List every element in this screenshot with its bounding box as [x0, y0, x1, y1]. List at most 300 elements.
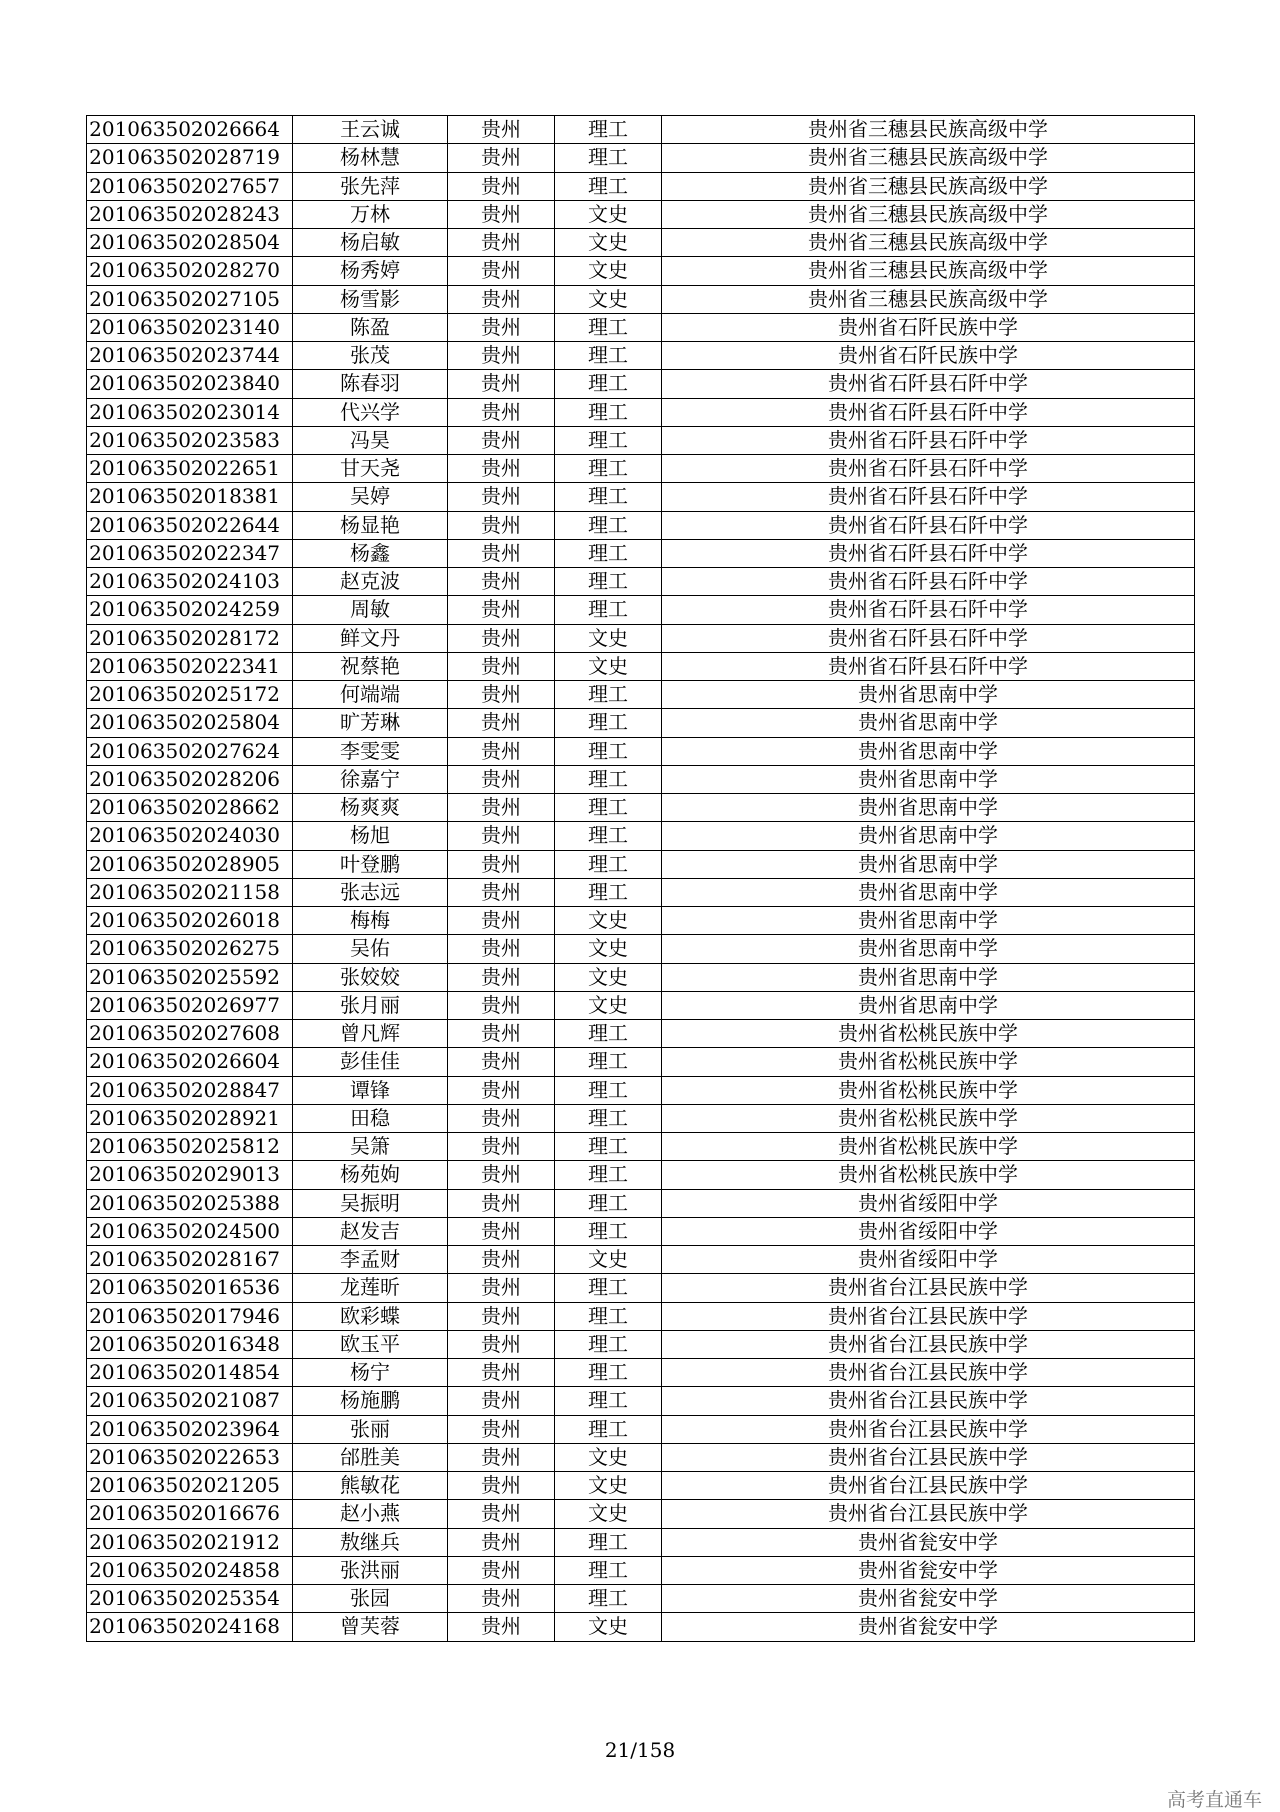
- school-cell: 贵州省绥阳中学: [662, 1189, 1195, 1217]
- province-cell: 贵州: [448, 1472, 555, 1500]
- school-cell: 贵州省台江县民族中学: [662, 1500, 1195, 1528]
- province-cell: 贵州: [448, 794, 555, 822]
- student-name-cell: 梅梅: [293, 907, 448, 935]
- subject-track-cell: 文史: [555, 963, 662, 991]
- school-cell: 贵州省台江县民族中学: [662, 1330, 1195, 1358]
- exam-id-cell: 201063502026977: [87, 991, 293, 1019]
- subject-track-cell: 文史: [555, 652, 662, 680]
- school-cell: 贵州省三穗县民族高级中学: [662, 200, 1195, 228]
- province-cell: 贵州: [448, 1387, 555, 1415]
- student-name-cell: 张志远: [293, 878, 448, 906]
- province-cell: 贵州: [448, 539, 555, 567]
- table-row: [87, 455, 1195, 483]
- school-cell: 贵州省三穗县民族高级中学: [662, 285, 1195, 313]
- student-name-cell: 陈盈: [293, 313, 448, 341]
- school-cell: 贵州省石阡县石阡中学: [662, 426, 1195, 454]
- exam-id-cell: 201063502027624: [87, 737, 293, 765]
- exam-id-cell: 201063502021158: [87, 878, 293, 906]
- table-row: [87, 1076, 1195, 1104]
- school-cell: 贵州省思南中学: [662, 850, 1195, 878]
- table-row: [87, 1415, 1195, 1443]
- school-cell: 贵州省思南中学: [662, 907, 1195, 935]
- subject-track-cell: 理工: [555, 737, 662, 765]
- subject-track-cell: 理工: [555, 539, 662, 567]
- exam-id-cell: 201063502018381: [87, 483, 293, 511]
- table-row: [87, 172, 1195, 200]
- table-row: [87, 1246, 1195, 1274]
- table-row: [87, 1613, 1195, 1641]
- province-cell: 贵州: [448, 144, 555, 172]
- exam-id-cell: 201063502023140: [87, 313, 293, 341]
- subject-track-cell: 理工: [555, 455, 662, 483]
- subject-track-cell: 文史: [555, 1500, 662, 1528]
- student-name-cell: 张丽: [293, 1415, 448, 1443]
- table-row: [87, 850, 1195, 878]
- student-name-cell: 杨秀婷: [293, 257, 448, 285]
- exam-id-cell: 201063502028719: [87, 144, 293, 172]
- exam-id-cell: 201063502028243: [87, 200, 293, 228]
- school-cell: 贵州省三穗县民族高级中学: [662, 257, 1195, 285]
- table-row: [87, 709, 1195, 737]
- exam-id-cell: 201063502026664: [87, 116, 293, 144]
- exam-id-cell: 201063502025172: [87, 681, 293, 709]
- admission-list-table: [86, 115, 1195, 1642]
- exam-id-cell: 201063502025388: [87, 1189, 293, 1217]
- province-cell: 贵州: [448, 709, 555, 737]
- province-cell: 贵州: [448, 455, 555, 483]
- subject-track-cell: 理工: [555, 426, 662, 454]
- subject-track-cell: 文史: [555, 624, 662, 652]
- student-name-cell: 龙莲昕: [293, 1274, 448, 1302]
- province-cell: 贵州: [448, 652, 555, 680]
- subject-track-cell: 文史: [555, 229, 662, 257]
- subject-track-cell: 理工: [555, 1302, 662, 1330]
- province-cell: 贵州: [448, 1359, 555, 1387]
- student-name-cell: 陈春羽: [293, 370, 448, 398]
- school-cell: 贵州省石阡县石阡中学: [662, 652, 1195, 680]
- exam-id-cell: 201063502021087: [87, 1387, 293, 1415]
- subject-track-cell: 文史: [555, 285, 662, 313]
- province-cell: 贵州: [448, 1585, 555, 1613]
- subject-track-cell: 理工: [555, 709, 662, 737]
- exam-id-cell: 201063502022644: [87, 511, 293, 539]
- school-cell: 贵州省思南中学: [662, 963, 1195, 991]
- school-cell: 贵州省思南中学: [662, 681, 1195, 709]
- exam-id-cell: 201063502025812: [87, 1133, 293, 1161]
- province-cell: 贵州: [448, 935, 555, 963]
- school-cell: 贵州省石阡县石阡中学: [662, 511, 1195, 539]
- province-cell: 贵州: [448, 765, 555, 793]
- exam-id-cell: 201063502016676: [87, 1500, 293, 1528]
- province-cell: 贵州: [448, 1613, 555, 1641]
- table-row: [87, 116, 1195, 144]
- subject-track-cell: 理工: [555, 116, 662, 144]
- table-row: [87, 1048, 1195, 1076]
- table-row: [87, 1189, 1195, 1217]
- subject-track-cell: 理工: [555, 1387, 662, 1415]
- exam-id-cell: 201063502028662: [87, 794, 293, 822]
- subject-track-cell: 文史: [555, 1472, 662, 1500]
- subject-track-cell: 文史: [555, 1246, 662, 1274]
- exam-id-cell: 201063502017946: [87, 1302, 293, 1330]
- exam-id-cell: 201063502024103: [87, 568, 293, 596]
- exam-id-cell: 201063502027105: [87, 285, 293, 313]
- student-name-cell: 杨雪影: [293, 285, 448, 313]
- province-cell: 贵州: [448, 285, 555, 313]
- province-cell: 贵州: [448, 1133, 555, 1161]
- province-cell: 贵州: [448, 1556, 555, 1584]
- student-name-cell: 彭佳佳: [293, 1048, 448, 1076]
- subject-track-cell: 理工: [555, 313, 662, 341]
- school-cell: 贵州省绥阳中学: [662, 1246, 1195, 1274]
- subject-track-cell: 理工: [555, 1020, 662, 1048]
- subject-track-cell: 理工: [555, 681, 662, 709]
- exam-id-cell: 201063502022651: [87, 455, 293, 483]
- school-cell: 贵州省石阡民族中学: [662, 313, 1195, 341]
- province-cell: 贵州: [448, 822, 555, 850]
- student-name-cell: 王云诚: [293, 116, 448, 144]
- student-name-cell: 赵小燕: [293, 1500, 448, 1528]
- school-cell: 贵州省思南中学: [662, 935, 1195, 963]
- table-row: [87, 200, 1195, 228]
- table-row: [87, 1387, 1195, 1415]
- table-row: [87, 1500, 1195, 1528]
- student-name-cell: 冯昊: [293, 426, 448, 454]
- province-cell: 贵州: [448, 850, 555, 878]
- subject-track-cell: 理工: [555, 1585, 662, 1613]
- table-row: [87, 765, 1195, 793]
- student-name-cell: 李雯雯: [293, 737, 448, 765]
- school-cell: 贵州省石阡县石阡中学: [662, 483, 1195, 511]
- exam-id-cell: 201063502026275: [87, 935, 293, 963]
- student-name-cell: 曾芙蓉: [293, 1613, 448, 1641]
- school-cell: 贵州省松桃民族中学: [662, 1104, 1195, 1132]
- table-row: [87, 1274, 1195, 1302]
- school-cell: 贵州省三穗县民族高级中学: [662, 144, 1195, 172]
- student-name-cell: 欧彩蝶: [293, 1302, 448, 1330]
- province-cell: 贵州: [448, 1500, 555, 1528]
- province-cell: 贵州: [448, 737, 555, 765]
- province-cell: 贵州: [448, 257, 555, 285]
- subject-track-cell: 理工: [555, 370, 662, 398]
- school-cell: 贵州省思南中学: [662, 794, 1195, 822]
- subject-track-cell: 文史: [555, 907, 662, 935]
- province-cell: 贵州: [448, 1330, 555, 1358]
- admission-list-body: [87, 116, 1195, 1642]
- exam-id-cell: 201063502029013: [87, 1161, 293, 1189]
- watermark-text: 高考直通车: [1166, 1789, 1262, 1811]
- table-row: [87, 1585, 1195, 1613]
- school-cell: 贵州省松桃民族中学: [662, 1076, 1195, 1104]
- school-cell: 贵州省三穗县民族高级中学: [662, 172, 1195, 200]
- student-name-cell: 万林: [293, 200, 448, 228]
- subject-track-cell: 理工: [555, 398, 662, 426]
- school-cell: 贵州省松桃民族中学: [662, 1020, 1195, 1048]
- student-name-cell: 杨爽爽: [293, 794, 448, 822]
- school-cell: 贵州省瓮安中学: [662, 1585, 1195, 1613]
- student-name-cell: 旷芳琳: [293, 709, 448, 737]
- table-row: [87, 313, 1195, 341]
- province-cell: 贵州: [448, 200, 555, 228]
- exam-id-cell: 201063502024168: [87, 1613, 293, 1641]
- student-name-cell: 张月丽: [293, 991, 448, 1019]
- table-row: [87, 1133, 1195, 1161]
- province-cell: 贵州: [448, 1048, 555, 1076]
- table-row: [87, 568, 1195, 596]
- school-cell: 贵州省松桃民族中学: [662, 1161, 1195, 1189]
- province-cell: 贵州: [448, 398, 555, 426]
- subject-track-cell: 理工: [555, 1104, 662, 1132]
- exam-id-cell: 201063502022341: [87, 652, 293, 680]
- school-cell: 贵州省石阡民族中学: [662, 342, 1195, 370]
- school-cell: 贵州省石阡县石阡中学: [662, 596, 1195, 624]
- student-name-cell: 甘天尧: [293, 455, 448, 483]
- subject-track-cell: 理工: [555, 1274, 662, 1302]
- school-cell: 贵州省石阡县石阡中学: [662, 455, 1195, 483]
- student-name-cell: 周敏: [293, 596, 448, 624]
- exam-id-cell: 201063502023014: [87, 398, 293, 426]
- student-name-cell: 吴箫: [293, 1133, 448, 1161]
- province-cell: 贵州: [448, 1161, 555, 1189]
- school-cell: 贵州省三穗县民族高级中学: [662, 229, 1195, 257]
- subject-track-cell: 理工: [555, 1528, 662, 1556]
- table-row: [87, 822, 1195, 850]
- exam-id-cell: 201063502014854: [87, 1359, 293, 1387]
- table-row: [87, 935, 1195, 963]
- table-row: [87, 342, 1195, 370]
- subject-track-cell: 文史: [555, 935, 662, 963]
- school-cell: 贵州省瓮安中学: [662, 1613, 1195, 1641]
- table-row: [87, 539, 1195, 567]
- table-row: [87, 257, 1195, 285]
- subject-track-cell: 理工: [555, 568, 662, 596]
- exam-id-cell: 201063502025354: [87, 1585, 293, 1613]
- subject-track-cell: 理工: [555, 1161, 662, 1189]
- province-cell: 贵州: [448, 1189, 555, 1217]
- student-name-cell: 杨旭: [293, 822, 448, 850]
- exam-id-cell: 201063502022347: [87, 539, 293, 567]
- subject-track-cell: 理工: [555, 1330, 662, 1358]
- subject-track-cell: 理工: [555, 1556, 662, 1584]
- subject-track-cell: 理工: [555, 1359, 662, 1387]
- school-cell: 贵州省台江县民族中学: [662, 1387, 1195, 1415]
- table-row: [87, 794, 1195, 822]
- student-name-cell: 吴佑: [293, 935, 448, 963]
- exam-id-cell: 201063502023964: [87, 1415, 293, 1443]
- table-row: [87, 1528, 1195, 1556]
- exam-id-cell: 201063502027608: [87, 1020, 293, 1048]
- school-cell: 贵州省石阡县石阡中学: [662, 568, 1195, 596]
- school-cell: 贵州省台江县民族中学: [662, 1359, 1195, 1387]
- province-cell: 贵州: [448, 1443, 555, 1471]
- table-row: [87, 624, 1195, 652]
- province-cell: 贵州: [448, 963, 555, 991]
- province-cell: 贵州: [448, 313, 555, 341]
- table-row: [87, 144, 1195, 172]
- student-name-cell: 何端端: [293, 681, 448, 709]
- exam-id-cell: 201063502028167: [87, 1246, 293, 1274]
- province-cell: 贵州: [448, 907, 555, 935]
- province-cell: 贵州: [448, 172, 555, 200]
- province-cell: 贵州: [448, 116, 555, 144]
- table-row: [87, 681, 1195, 709]
- subject-track-cell: 理工: [555, 342, 662, 370]
- subject-track-cell: 理工: [555, 1217, 662, 1245]
- student-name-cell: 熊敏花: [293, 1472, 448, 1500]
- province-cell: 贵州: [448, 1274, 555, 1302]
- page-number: 21/158: [604, 1738, 676, 1762]
- exam-id-cell: 201063502016348: [87, 1330, 293, 1358]
- student-name-cell: 敖继兵: [293, 1528, 448, 1556]
- school-cell: 贵州省松桃民族中学: [662, 1048, 1195, 1076]
- province-cell: 贵州: [448, 1020, 555, 1048]
- exam-id-cell: 201063502025592: [87, 963, 293, 991]
- subject-track-cell: 理工: [555, 822, 662, 850]
- province-cell: 贵州: [448, 426, 555, 454]
- province-cell: 贵州: [448, 568, 555, 596]
- student-name-cell: 张先萍: [293, 172, 448, 200]
- student-name-cell: 叶登鹏: [293, 850, 448, 878]
- exam-id-cell: 201063502028270: [87, 257, 293, 285]
- school-cell: 贵州省台江县民族中学: [662, 1274, 1195, 1302]
- school-cell: 贵州省三穗县民族高级中学: [662, 116, 1195, 144]
- student-name-cell: 欧玉平: [293, 1330, 448, 1358]
- table-row: [87, 907, 1195, 935]
- subject-track-cell: 理工: [555, 172, 662, 200]
- exam-id-cell: 201063502023840: [87, 370, 293, 398]
- table-row: [87, 1330, 1195, 1358]
- student-name-cell: 杨宁: [293, 1359, 448, 1387]
- exam-id-cell: 201063502021912: [87, 1528, 293, 1556]
- student-name-cell: 张洪丽: [293, 1556, 448, 1584]
- province-cell: 贵州: [448, 342, 555, 370]
- province-cell: 贵州: [448, 1104, 555, 1132]
- school-cell: 贵州省瓮安中学: [662, 1556, 1195, 1584]
- table-row: [87, 1020, 1195, 1048]
- table-row: [87, 596, 1195, 624]
- subject-track-cell: 文史: [555, 1443, 662, 1471]
- table-row: [87, 1161, 1195, 1189]
- student-name-cell: 赵发吉: [293, 1217, 448, 1245]
- school-cell: 贵州省石阡县石阡中学: [662, 398, 1195, 426]
- exam-id-cell: 201063502023744: [87, 342, 293, 370]
- exam-id-cell: 201063502027657: [87, 172, 293, 200]
- exam-id-cell: 201063502028921: [87, 1104, 293, 1132]
- student-name-cell: 徐嘉宁: [293, 765, 448, 793]
- table-row: [87, 1217, 1195, 1245]
- school-cell: 贵州省思南中学: [662, 991, 1195, 1019]
- exam-id-cell: 201063502028905: [87, 850, 293, 878]
- subject-track-cell: 理工: [555, 1048, 662, 1076]
- exam-id-cell: 201063502021205: [87, 1472, 293, 1500]
- school-cell: 贵州省瓮安中学: [662, 1528, 1195, 1556]
- exam-id-cell: 201063502026018: [87, 907, 293, 935]
- province-cell: 贵州: [448, 624, 555, 652]
- table-row: [87, 426, 1195, 454]
- subject-track-cell: 文史: [555, 991, 662, 1019]
- province-cell: 贵州: [448, 511, 555, 539]
- province-cell: 贵州: [448, 1217, 555, 1245]
- table-row: [87, 652, 1195, 680]
- table-row: [87, 285, 1195, 313]
- province-cell: 贵州: [448, 1076, 555, 1104]
- exam-id-cell: 201063502023583: [87, 426, 293, 454]
- table-row: [87, 963, 1195, 991]
- subject-track-cell: 理工: [555, 794, 662, 822]
- student-name-cell: 杨苑姁: [293, 1161, 448, 1189]
- school-cell: 贵州省绥阳中学: [662, 1217, 1195, 1245]
- province-cell: 贵州: [448, 991, 555, 1019]
- subject-track-cell: 理工: [555, 1133, 662, 1161]
- exam-id-cell: 201063502026604: [87, 1048, 293, 1076]
- school-cell: 贵州省松桃民族中学: [662, 1133, 1195, 1161]
- student-name-cell: 李孟财: [293, 1246, 448, 1274]
- subject-track-cell: 理工: [555, 144, 662, 172]
- province-cell: 贵州: [448, 1415, 555, 1443]
- subject-track-cell: 理工: [555, 765, 662, 793]
- school-cell: 贵州省台江县民族中学: [662, 1472, 1195, 1500]
- table-row: [87, 1472, 1195, 1500]
- school-cell: 贵州省石阡县石阡中学: [662, 624, 1195, 652]
- table-row: [87, 370, 1195, 398]
- school-cell: 贵州省台江县民族中学: [662, 1302, 1195, 1330]
- student-name-cell: 杨显艳: [293, 511, 448, 539]
- student-name-cell: 杨施鹏: [293, 1387, 448, 1415]
- table-row: [87, 1302, 1195, 1330]
- student-name-cell: 吴婷: [293, 483, 448, 511]
- student-name-cell: 杨启敏: [293, 229, 448, 257]
- school-cell: 贵州省石阡县石阡中学: [662, 539, 1195, 567]
- school-cell: 贵州省思南中学: [662, 822, 1195, 850]
- subject-track-cell: 文史: [555, 257, 662, 285]
- exam-id-cell: 201063502024259: [87, 596, 293, 624]
- province-cell: 贵州: [448, 681, 555, 709]
- exam-id-cell: 201063502025804: [87, 709, 293, 737]
- student-name-cell: 赵克波: [293, 568, 448, 596]
- student-name-cell: 鲜文丹: [293, 624, 448, 652]
- subject-track-cell: 文史: [555, 1613, 662, 1641]
- subject-track-cell: 理工: [555, 511, 662, 539]
- province-cell: 贵州: [448, 596, 555, 624]
- province-cell: 贵州: [448, 483, 555, 511]
- table-row: [87, 229, 1195, 257]
- student-name-cell: 田稳: [293, 1104, 448, 1132]
- subject-track-cell: 理工: [555, 596, 662, 624]
- subject-track-cell: 理工: [555, 850, 662, 878]
- student-name-cell: 曾凡辉: [293, 1020, 448, 1048]
- school-cell: 贵州省思南中学: [662, 737, 1195, 765]
- table-row: [87, 398, 1195, 426]
- exam-id-cell: 201063502024030: [87, 822, 293, 850]
- school-cell: 贵州省台江县民族中学: [662, 1443, 1195, 1471]
- school-cell: 贵州省思南中学: [662, 709, 1195, 737]
- exam-id-cell: 201063502024858: [87, 1556, 293, 1584]
- exam-id-cell: 201063502028172: [87, 624, 293, 652]
- student-name-cell: 谭锋: [293, 1076, 448, 1104]
- student-name-cell: 祝蔡艳: [293, 652, 448, 680]
- province-cell: 贵州: [448, 1246, 555, 1274]
- subject-track-cell: 理工: [555, 878, 662, 906]
- exam-id-cell: 201063502028206: [87, 765, 293, 793]
- student-name-cell: 代兴学: [293, 398, 448, 426]
- table-row: [87, 1443, 1195, 1471]
- province-cell: 贵州: [448, 1302, 555, 1330]
- student-name-cell: 张园: [293, 1585, 448, 1613]
- subject-track-cell: 文史: [555, 200, 662, 228]
- table-row: [87, 991, 1195, 1019]
- table-row: [87, 511, 1195, 539]
- student-name-cell: 杨林慧: [293, 144, 448, 172]
